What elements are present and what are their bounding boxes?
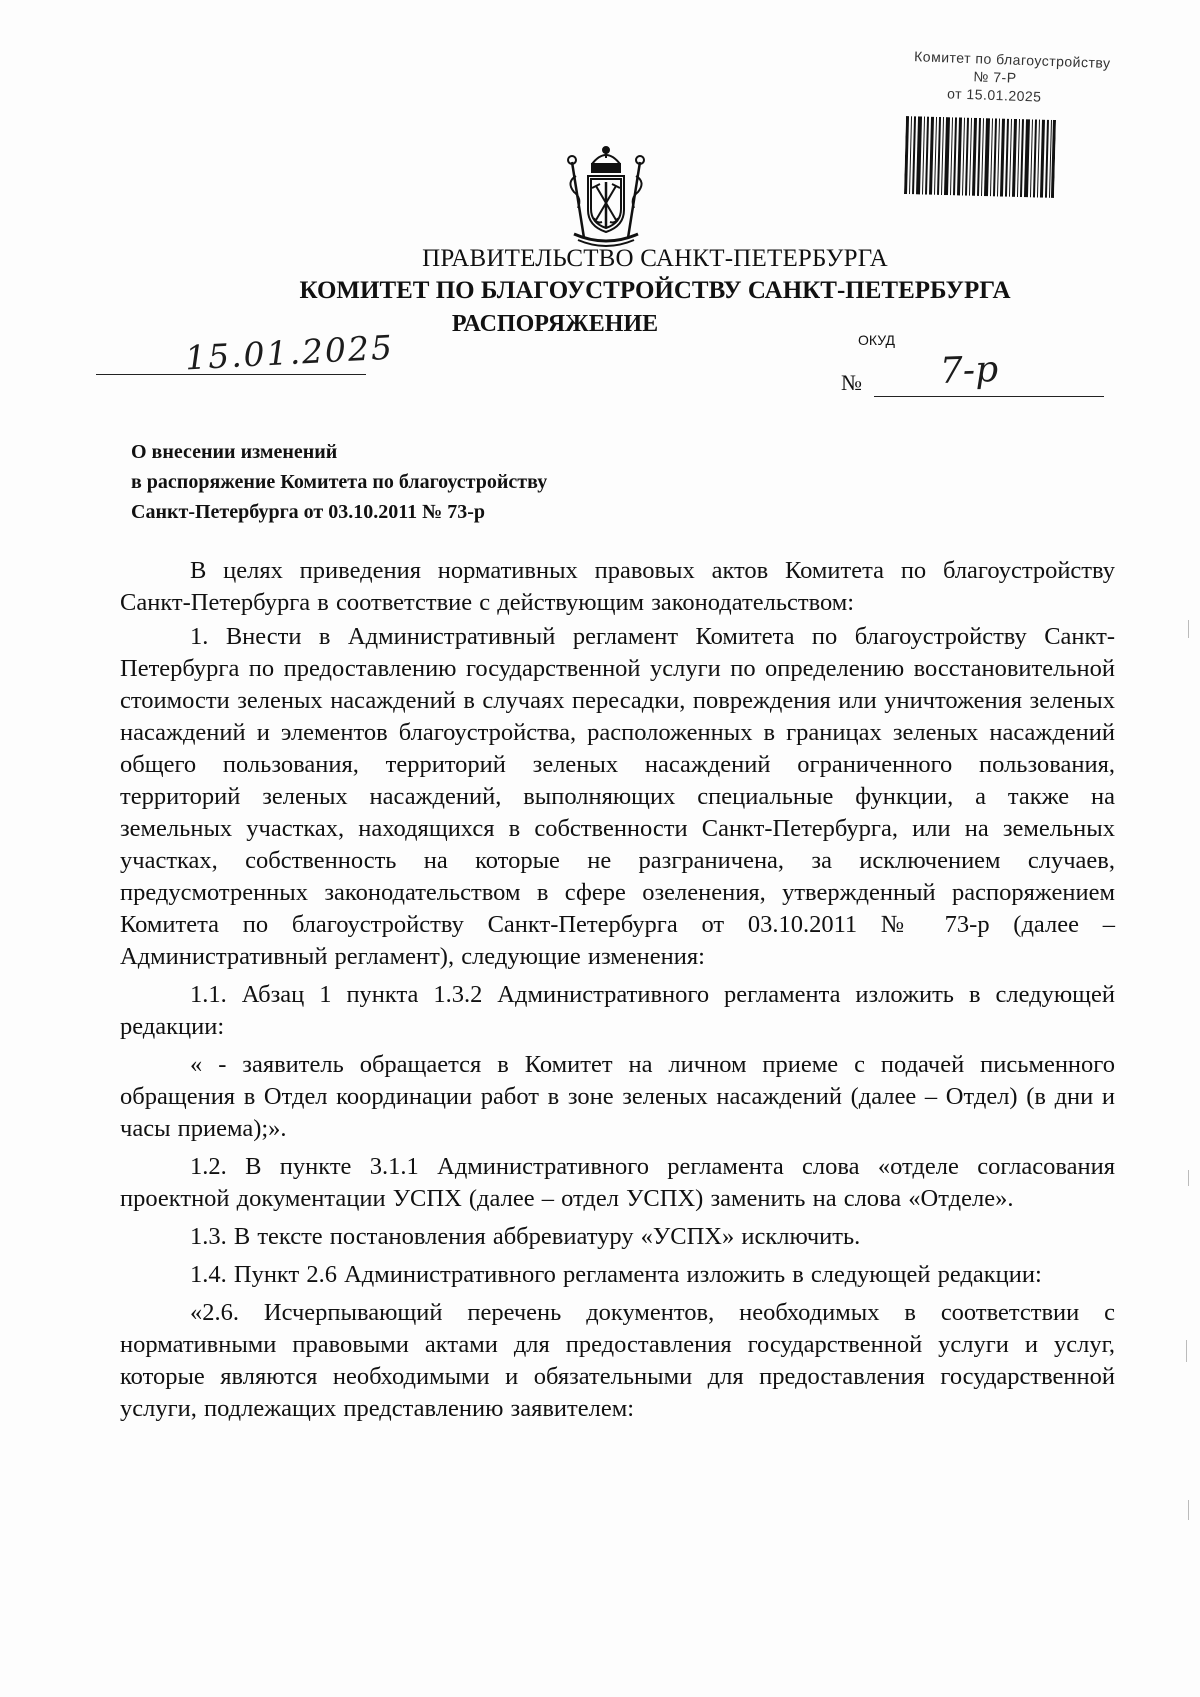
number-label: № bbox=[841, 370, 862, 395]
paragraph-item-1-2: 1.2. В пункте 3.1.1 Административного регламента слова «отделе согласования проектной документации УСПХ (далее – отдел УСПХ) заменить на слова «Отделе». bbox=[120, 1153, 1115, 1212]
scan-artifact bbox=[1188, 620, 1189, 638]
registration-stamp-committee: Комитет по благоустройству bbox=[913, 48, 1111, 72]
registration-stamp-number: № 7-Р bbox=[973, 68, 1017, 86]
scan-artifact bbox=[1186, 1340, 1187, 1362]
scan-artifact bbox=[1188, 1170, 1189, 1186]
paragraph-item-1-1: 1.1. Абзац 1 пункта 1.3.2 Административного регламента изложить в следующей редакции: bbox=[120, 981, 1115, 1040]
paragraph-item-2-6: «2.6. Исчерпывающий перечень документов, необходимых в соответствии с нормативными правовыми актами для предоставления государственной услуги и услуг, которые являются необходимыми и обязательными для предоставления государственной услуги, подлежащих представлению заявителем: bbox=[120, 1299, 1115, 1422]
paragraph-item-1-3: 1.3. В тексте постановления аббревиатуру «УСПХ» исключить. bbox=[190, 1223, 861, 1250]
government-title: ПРАВИТЕЛЬСТВО САНКТ-ПЕТЕРБУРГА bbox=[422, 245, 888, 272]
handwritten-number: 7-р bbox=[939, 348, 999, 393]
subject-line-1: О внесении изменений bbox=[131, 441, 338, 463]
subject-line-3: Санкт-Петербурга от 03.10.2011 № 73-р bbox=[131, 501, 486, 523]
coat-of-arms-icon bbox=[552, 142, 660, 250]
committee-title: КОМИТЕТ ПО БЛАГОУСТРОЙСТВУ САНКТ-ПЕТЕРБУРГА bbox=[299, 277, 1011, 304]
paragraph-item-1: 1. Внести в Административный регламент Комитета по благоустройству Санкт-Петербурга по предоставлению государственной услуги по определению восстановительной стоимости зеленых насаждений в случаях пересадки, повреждения или уничтожения зеленых насаждений и элементов благоустройства, расположенных в границах зеленых насаждений общего пользования, территорий зеленых насаждений ограниченного пользования, территорий зеленых насаждений, выполняющих специальные функции, а также на земельных участках, находящихся в собственности Санкт-Петербурга, или на земельных участках, собственность на которые не разграничена, за исключением случаев, предусмотренных законодательством в сфере озеленения, утвержденный распоряжением Комитета по благоустройству Санкт-Петербурга от 03.10.2011 № 73-р (далее – Административный регламент), следующие изменения: bbox=[120, 623, 1115, 970]
paragraph-preamble: В целях приведения нормативных правовых актов Комитета по благоустройству Санкт-Петербурга в соответствие с действующим законодательством: bbox=[120, 557, 1115, 616]
barcode-icon bbox=[904, 116, 1056, 198]
registration-stamp bbox=[879, 46, 1111, 108]
paragraph-item-1-4: 1.4. Пункт 2.6 Административного регламента изложить в следующей редакции: bbox=[190, 1261, 1042, 1288]
okud-label: ОКУД bbox=[858, 332, 895, 348]
registration-stamp-date: от 15.01.2025 bbox=[946, 85, 1042, 105]
handwritten-date: 15.01.2025 bbox=[184, 327, 395, 378]
date-underline bbox=[96, 374, 366, 375]
paragraph-item-1-1-text: « - заявитель обращается в Комитет на личном приеме с подачей письменного обращения в Отдел координации работ в зоне зеленых насаждений (далее – Отдел) (в дни и часы приема);». bbox=[120, 1051, 1115, 1142]
number-underline bbox=[874, 396, 1104, 397]
document-body bbox=[120, 555, 1115, 1427]
scan-artifact bbox=[1188, 1500, 1189, 1520]
subject-line-2: в распоряжение Комитета по благоустройству bbox=[131, 471, 548, 493]
document-subject bbox=[131, 437, 547, 527]
document-type: РАСПОРЯЖЕНИЕ bbox=[451, 311, 659, 337]
